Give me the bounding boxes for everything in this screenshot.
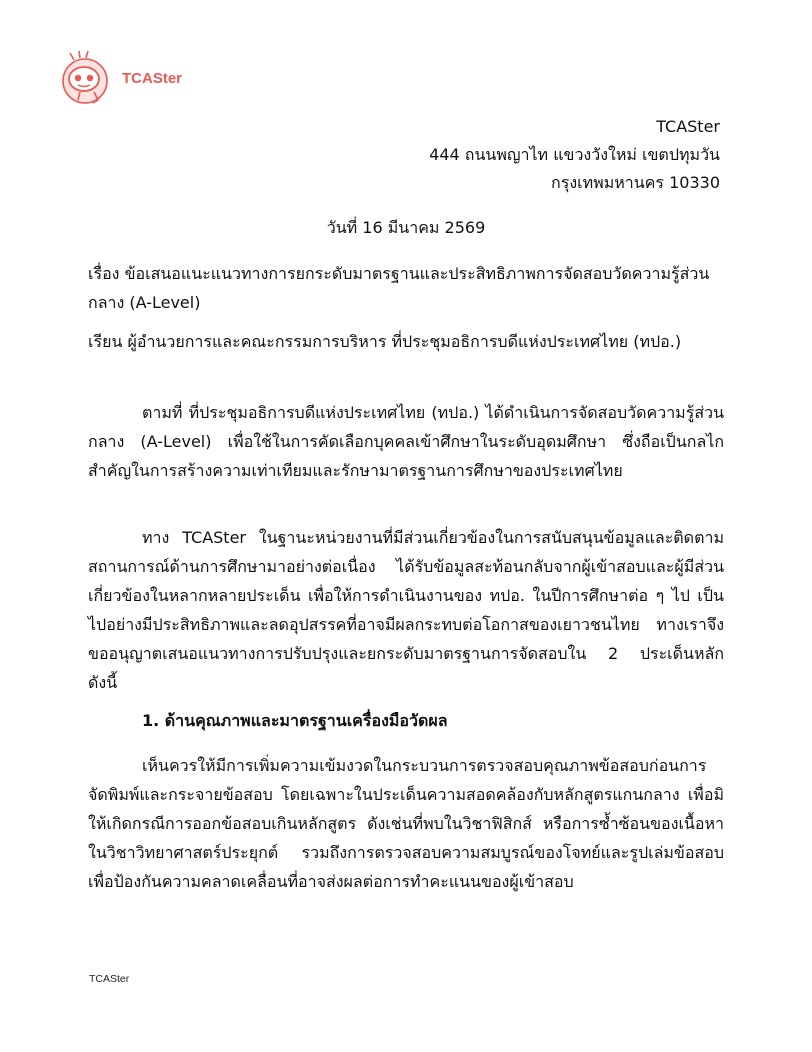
section-1-heading: 1. ด้านคุณภาพและมาตรฐานเครื่องมือวัดผล: [142, 711, 448, 730]
page-footer: TCASter: [89, 973, 130, 985]
paragraph-context: ทาง TCASter ในฐานะหน่วยงานที่มีส่วนเกี่ยวข้องในการสนับสนุนข้อมูลและติดตามสถานการณ์ด้านการศึกษามาอย่างต่อเนื่อง ได้รับข้อมูลสะท้อนกลับจากผู้เข้าสอบและผู้มีส่วนเกี่ยวข้องในหลากหลายประเด็น เพื่อให้การดำเนินงานของ ทปอ. ในปีการศึกษาต่อ ๆ ไป เป็นไปอย่างมีประสิทธิภาพและลดอุปสรรคที่อาจมีผลกระทบต่อโอกาสของเยาวชนไทย ทางเราจึงขออนุญาตเสนอแนวทางการปรับปรุงและยกระดับมาตรฐานการจัดสอบใน 2 ประเด็นหลัก ดังนี้: [88, 528, 724, 692]
letter-subject: เรื่อง ข้อเสนอแนะแนวทางการยกระดับมาตรฐานและประสิทธิภาพการจัดสอบวัดความรู้ส่วนกลาง (A-Level): [88, 264, 710, 312]
address-line-1: 444 ถนนพญาไท แขวงวังใหม่ เขตปทุมวัน: [429, 145, 720, 164]
address-line-2: กรุงเทพมหานคร 10330: [551, 173, 720, 192]
logo-text: TCASter: [122, 69, 183, 87]
header-logo: [58, 48, 182, 108]
section-1-body: เห็นควรให้มีการเพิ่มความเข้มงวดในกระบวนการตรวจสอบคุณภาพข้อสอบก่อนการจัดพิมพ์และกระจายข้อสอบ โดยเฉพาะในประเด็นความสอดคล้องกับหลักสูตรแกนกลาง เพื่อมิให้เกิดกรณีการออกข้อสอบเกินหลักสูตร ดังเช่นที่พบในวิชาฟิสิกส์ หรือการซ้ำซ้อนของเนื้อหาในวิชาวิทยาศาสตร์ประยุกต์ รวมถึงการตรวจสอบความสมบูรณ์ของโจทย์และรูปเล่มข้อสอบ เพื่อป้องกันความคลาดเคลื่อนที่อาจส่งผลต่อการทำคะแนนของผู้เข้าสอบ: [88, 756, 724, 891]
sender-address: [429, 113, 720, 197]
paragraph-intro: ตามที่ ที่ประชุมอธิการบดีแห่งประเทศไทย (ทปอ.) ได้ดำเนินการจัดสอบวัดความรู้ส่วนกลาง (A-Level) เพื่อใช้ในการคัดเลือกบุคคลเข้าศึกษาในระดับอุดมศึกษา ซึ่งถือเป็นกลไกสำคัญในการสร้างความเท่าเทียมและรักษามาตรฐานการศึกษาของประเทศไทย: [88, 403, 724, 480]
robot-mascot-icon: [58, 48, 118, 108]
letter-date: วันที่ 16 มีนาคม 2569: [326, 218, 486, 237]
letter-salutation: เรียน ผู้อำนวยการและคณะกรรมการบริหาร ที่ประชุมอธิการบดีแห่งประเทศไทย (ทปอ.): [88, 332, 682, 351]
address-org: TCASter: [656, 117, 720, 136]
